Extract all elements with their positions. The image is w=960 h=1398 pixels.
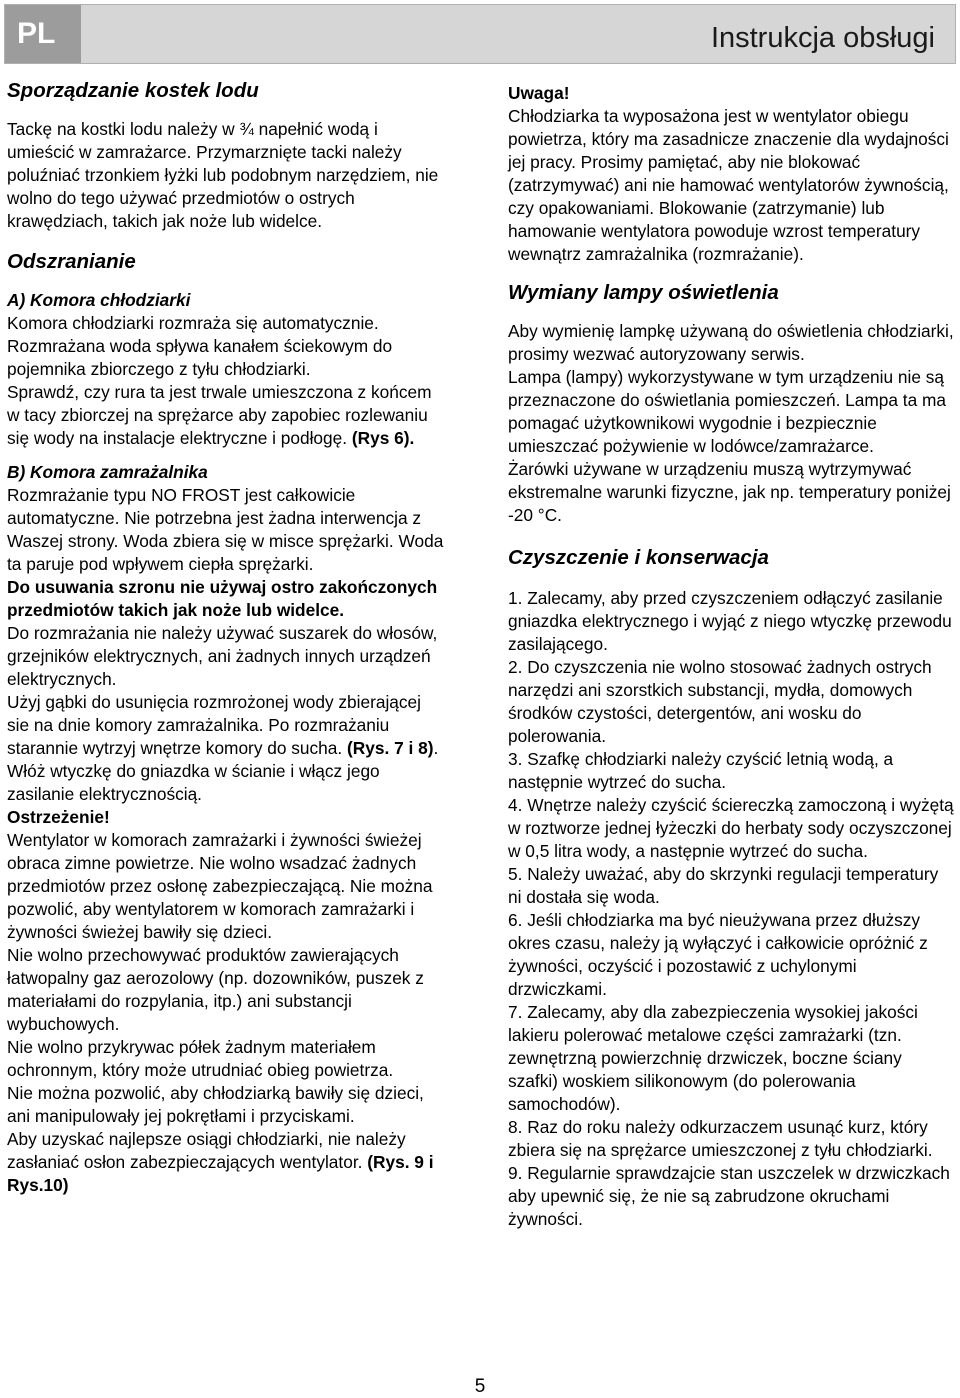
caution-paragraph-5-text: Aby uzyskać najlepsze osiągi chłodziarki, nie należy zasłaniać osłon zabezpieczających wentylator. <box>7 1129 406 1172</box>
note-text: Chłodziarka ta wyposażona jest w wentylator obiegu powietrza, który ma zasadnicze znaczenie dla wydajności jej pracy. Prosimy pamiętać, aby nie blokować (zatrzymywać) ani nie hamować wentylatorów żywnością, czy opakowaniami. Blokowanie (zatrzymanie) lub hamowanie wentylatora powoduje wzrost temperatury wewnątrz zamrażalnika (rozmrażanie). <box>508 106 949 264</box>
section-title-lamp: Wymiany lampy oświetlenia <box>508 281 779 304</box>
caution-paragraph-4: Nie można pozwolić, aby chłodziarką bawiły się dzieci, ani manipulowały jej pokrętłami i przyciskami. <box>7 1083 424 1126</box>
language-tag: PL <box>5 5 81 63</box>
freezer-paragraph-3-text-b: . Włóż wtyczkę do gniazdka w ścianie i włącz jego zasilanie elektrycznością. <box>7 738 439 804</box>
manual-title: Instrukcja obsługi <box>710 22 935 54</box>
cleaning-item: 7. Zalecamy, aby dla zabezpieczenia wysokiej jakości lakieru polerować metalowe części zamrażarki (tzn. zewnętrzną powierzchnię drzwiczek, boczne ściany szafki) woskiem silikonowym (do polerowania samochodów). <box>508 1002 918 1114</box>
caution-paragraph-1: Wentylator w komorach zamrażarki i żywności świeżej obraca zimne powietrze. Nie wolno wsadzać żadnych przedmiotów przez osłonę zabezpieczającą. Nie można pozwolić, aby wentylatorem w komorach zamrażarki i żywności świeżej bawiły się dzieci. <box>7 830 433 942</box>
cleaning-item: 3. Szafkę chłodziarki należy czyścić letnią wodą, a następnie wytrzeć do sucha. <box>508 749 894 792</box>
caution-title-text: Ostrzeżenie! <box>7 807 110 827</box>
ice-text: Tackę na kostki lodu należy w ¾ napełnić wodą i umieścić w zamrażarce. Przymarznięte tacki należy poluźniać trzonkiem łyżki lub podobnym narzędziem, nie wolno do tego używać przedmiotów o ostrych krawędziach, takich jak noże lub widelce. <box>7 119 439 231</box>
page-number: 5 <box>474 1376 486 1397</box>
figure-ref-7-8: (Rys. 7 i 8) <box>347 738 434 758</box>
note-title-text: Uwaga! <box>508 83 570 103</box>
cleaning-item: 1. Zalecamy, aby przed czyszczeniem odłączyć zasilanie gniazdka elektrycznego i wyjąć z niego wtyczkę przewodu zasilającego. <box>508 588 952 654</box>
caution-title <box>7 806 447 829</box>
figure-ref-9-10: (Rys. 9 i Rys.10) <box>7 1152 434 1195</box>
section-title-ice: Sporządzanie kostek lodu <box>7 79 259 102</box>
caution-paragraph-3: Nie wolno przykrywac półek żadnym materiałem ochronnym, który może utrudniać obieg powietrza. <box>7 1037 394 1080</box>
page-header <box>4 4 956 64</box>
cleaning-item: 2. Do czyszczenia nie wolno stosować żadnych ostrych narzędzi ani szorstkich substancji, mydła, domowych środków czystości, detergentów, ani wosku do polerowania. <box>508 657 932 746</box>
note-title <box>508 82 954 105</box>
lamp-paragraph-3: Żarówki używane w urządzeniu muszą wytrzymywać ekstremalne warunki fizyczne, jak np. temperatury poniżej -20 °C. <box>508 459 951 525</box>
cleaning-item: 8. Raz do roku należy odkurzaczem usunąć kurz, który zbiera się na sprężarce umieszczonej z tyłu chłodziarki. <box>508 1117 933 1160</box>
cleaning-item: 4. Wnętrze należy czyścić ściereczką zamoczoną i wyżętą w roztworze jednej łyżeczki do herbaty sody oczyszczonej w 0,5 litra wody, a następnie wytrzeć do sucha. <box>508 795 954 861</box>
left-column <box>7 78 447 1197</box>
freezer-paragraph-2: Do rozmrażania nie należy używać suszarek do włosów, grzejników elektrycznych, ani żadnych innych urządzeń elektrycznych. <box>7 623 438 689</box>
freezer-warning-text: Do usuwania szronu nie używaj ostro zakończonych przedmiotów takich jak noże lub widelce. <box>7 577 438 620</box>
right-column <box>508 82 954 1231</box>
freezer-warning <box>7 576 447 622</box>
freezer-paragraph-3-text-a: Użyj gąbki do usunięcia rozmrożonej wody zbierającej sie na dnie komory zamrażalnika. Po rozmrażaniu starannie wytrzyj wnętrze komory do sucha. <box>7 692 421 758</box>
subsection-title-freezer: B) Komora zamrażalnika <box>7 462 208 482</box>
lamp-paragraph-2: Lampa (lampy) wykorzystywane w tym urządzeniu nie są przeznaczone do oświetlania pomieszczeń. Lampa ta ma pomagać użytkownikowi wygodnie i bezpiecznie umieszczać pożywienie w lodówce/zamrażarce. <box>508 367 947 456</box>
figure-ref-6: (Rys 6). <box>351 428 415 448</box>
subsection-title-fridge: A) Komora chłodziarki <box>7 290 191 310</box>
fridge-paragraph-1: Komora chłodziarki rozmraża się automatycznie. <box>7 313 379 333</box>
section-title-cleaning: Czyszczenie i konserwacja <box>508 546 769 569</box>
cleaning-item: 6. Jeśli chłodziarka ma być nieużywana przez dłuższy okres czasu, należy ją wyłączyć i całkowicie opróżnić z żywności, oczyścić i pozostawić z uchylonymi drzwiczkami. <box>508 910 928 999</box>
cleaning-item: 5. Należy uważać, aby do skrzynki regulacji temperatury ni dostała się woda. <box>508 864 939 907</box>
fridge-paragraph-2: Rozmrażana woda spływa kanałem ściekowym do pojemnika zbiorczego z tyłu chłodziarki. <box>7 336 393 379</box>
freezer-paragraph-3 <box>7 691 447 806</box>
caution-paragraph-2: Nie wolno przechowywać produktów zawierających łatwopalny gaz aerozolowy (np. dozowników, puszek z materiałami do rozpylania, itp.) ani substancji wybuchowych. <box>7 945 424 1034</box>
cleaning-item: 9. Regularnie sprawdzajcie stan uszczelek w drzwiczkach aby upewnić się, że nie są zabrudzone okruchami żywności. <box>508 1163 950 1229</box>
freezer-paragraph-1: Rozmrażanie typu NO FROST jest całkowicie automatyczne. Nie potrzebna jest żadna interwencja z Waszej strony. Woda zbiera się w misce sprężarki. Woda ta paruje pod wpływem ciepła sprężarki. <box>7 485 444 574</box>
lamp-paragraph-1: Aby wymienię lampkę używaną do oświetlenia chłodziarki, prosimy wezwać autoryzowany serwis. <box>508 321 954 364</box>
fridge-paragraph-3 <box>7 381 447 450</box>
fridge-paragraph-3-text: Sprawdź, czy rura ta jest trwale umieszczona z końcem w tacy zbiorczej na sprężarce aby zapobiec rozlewaniu się wody na instalacje elektryczne i podłogę. <box>7 382 432 448</box>
caution-paragraph-5 <box>7 1128 447 1197</box>
section-title-defrost: Odszranianie <box>7 250 136 273</box>
